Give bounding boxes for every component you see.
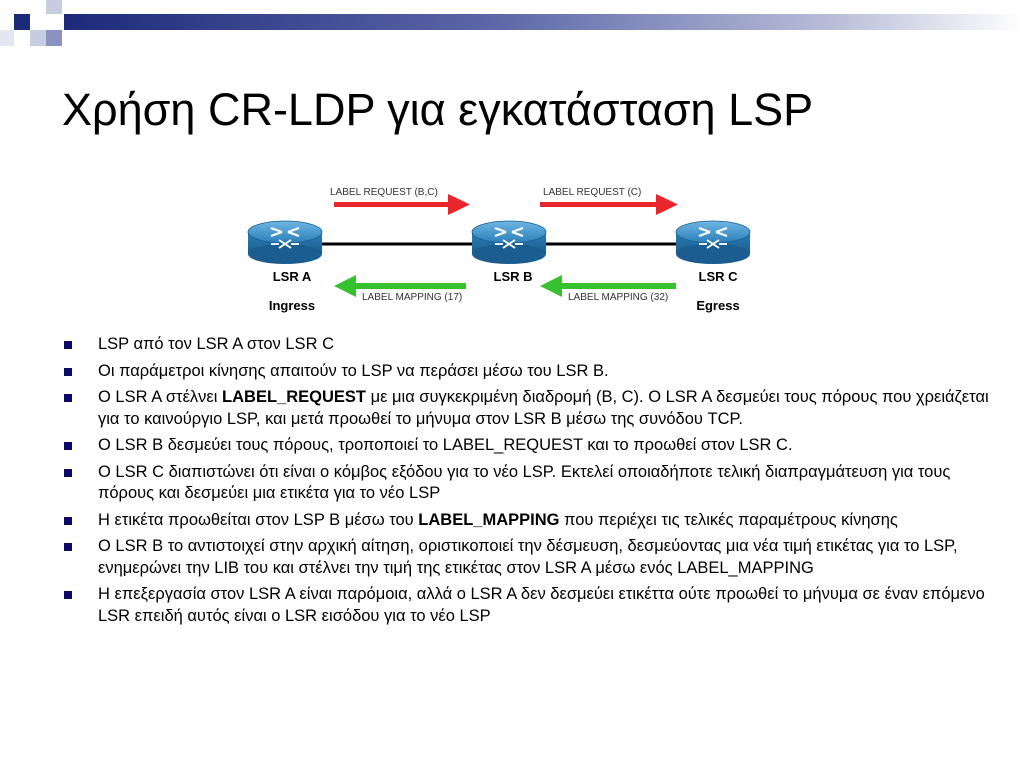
label-request-bc: LABEL REQUEST (B,C) bbox=[330, 187, 438, 198]
bold-term: LABEL_REQUEST bbox=[222, 388, 366, 406]
bullet-list bbox=[62, 334, 992, 632]
router-icon bbox=[248, 221, 322, 264]
label-mapping-17: LABEL MAPPING (17) bbox=[362, 292, 463, 303]
list-item bbox=[62, 387, 992, 430]
bullet-text: O LSR A στέλνει bbox=[98, 388, 223, 406]
lsp-setup-diagram bbox=[230, 180, 770, 320]
square-bullet-icon bbox=[64, 517, 72, 525]
square-bullet-icon bbox=[64, 394, 72, 402]
router-role: Ingress bbox=[268, 298, 316, 313]
slide-title: Χρήση CR-LDP για εγκατάσταση LSP bbox=[62, 84, 814, 135]
bullet-text: LSP από τον LSR A στον LSR C bbox=[98, 335, 334, 353]
bullet-text: O LSR C διαπιστώνει ότι είναι ο κόμβος εξόδου για το νέο LSP. Εκτελεί οποιαδήποτε τελική διαπραγμάτευση για τους πόρους και δεσμεύει μια ετικέτα για το νέο LSP bbox=[98, 462, 951, 502]
bullet-text: O LSR B δεσμεύει τους πόρους, τροποποιεί το LABEL_REQUEST και το προωθεί στον LSR C. bbox=[98, 436, 793, 454]
decoration-square bbox=[30, 30, 46, 46]
label-request-c: LABEL REQUEST (C) bbox=[543, 187, 642, 198]
bullet-text: O LSR B το αντιστοιχεί στην αρχική αίτηση, οριστικοποιεί την δέσμευση, δεσμεύοντας μια νέα τιμή ετικέτας για το LSP, ενημερώνει την LIB του και στέλνει την τιμή της ετικέτας στον LSR A μέσω ενός LABEL_MAPPING bbox=[98, 537, 958, 577]
router-icon bbox=[676, 221, 750, 264]
square-bullet-icon bbox=[64, 469, 72, 477]
list-item bbox=[62, 361, 992, 383]
router-name: LSR A bbox=[272, 269, 312, 284]
router-role: Egress bbox=[696, 298, 740, 313]
decoration-square bbox=[46, 0, 62, 14]
list-item bbox=[62, 536, 992, 579]
square-bullet-icon bbox=[64, 543, 72, 551]
bold-term: LABEL_MAPPING bbox=[418, 510, 560, 529]
bullet-text: Η ετικέτα προωθείται στον LSP B μέσω του bbox=[98, 510, 419, 529]
list-item bbox=[62, 334, 992, 356]
list-item bbox=[62, 435, 992, 457]
list-item bbox=[62, 584, 992, 627]
decoration-square bbox=[14, 14, 30, 30]
router-name: LSR B bbox=[493, 269, 533, 284]
bullet-text: Η επεξεργασία στον LSR A είναι παρόμοια, αλλά ο LSR A δεν δεσμεύει ετικέττα ούτε προωθεί το μήνυμα σε έναν επόμενο LSR επειδή αυτός είναι ο LSR εισόδου για το νέο LSP bbox=[98, 585, 985, 625]
router-icon bbox=[472, 221, 546, 264]
square-bullet-icon bbox=[64, 341, 72, 349]
decoration-square bbox=[0, 30, 14, 46]
square-bullet-icon bbox=[64, 368, 72, 376]
slide-decoration bbox=[0, 0, 1024, 60]
bullet-text: Οι παράμετροι κίνησης απαιτούν το LSP να περάσει μέσω του LSR B. bbox=[98, 361, 609, 380]
list-item bbox=[62, 510, 992, 532]
bullet-text: με μια συγκεκριμένη διαδρομή (B, C). O LSR A δεσμεύει τους πόρους που χρειάζεται για το καινούργιο LSP, και μετά προωθεί το μήνυμα στον LSR B μέσω της συνόδου TCP. bbox=[98, 388, 989, 428]
square-bullet-icon bbox=[64, 591, 72, 599]
bullet-text: που περιέχει τις τελικές παραμέτρους κίνησης bbox=[559, 510, 898, 529]
square-bullet-icon bbox=[64, 442, 72, 450]
title-bar-gradient bbox=[64, 14, 1024, 30]
list-item bbox=[62, 462, 992, 505]
label-mapping-32: LABEL MAPPING (32) bbox=[568, 292, 669, 303]
router-name: LSR C bbox=[698, 269, 738, 284]
decoration-square bbox=[46, 30, 62, 46]
